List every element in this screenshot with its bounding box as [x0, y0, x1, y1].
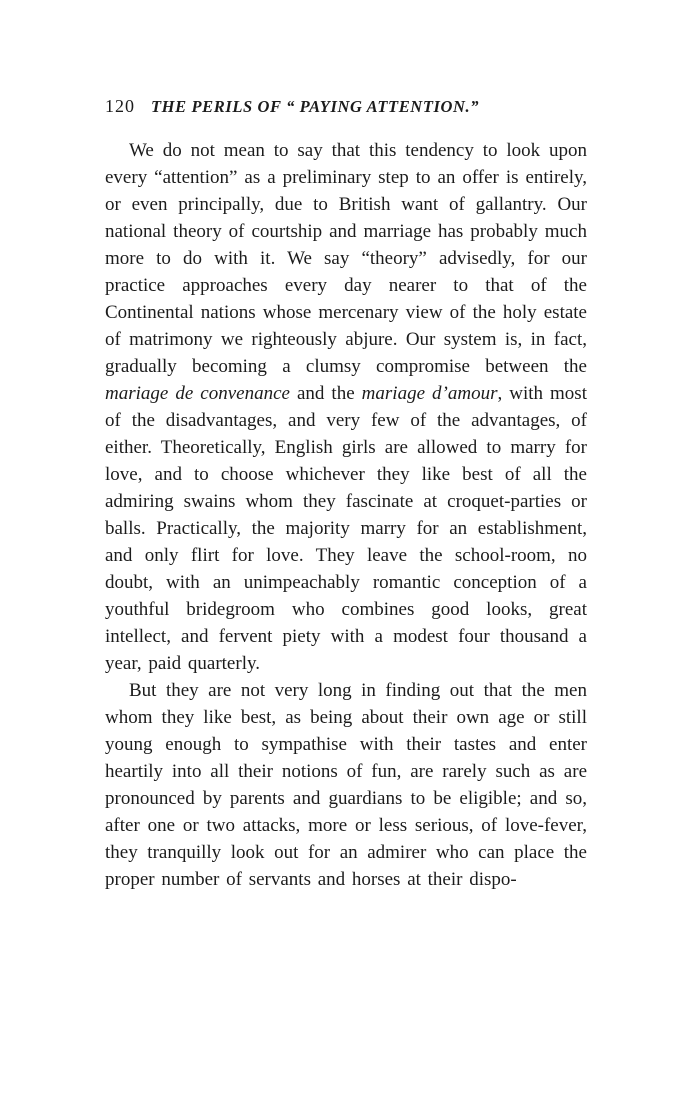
running-title: THE PERILS OF “ PAYING ATTENTION.”: [151, 97, 480, 116]
page-body: [105, 137, 587, 893]
paragraph: But they are not very long in finding out that the men whom they like best, as being about their own age or still young enough to sympathise with their tastes and enter heartily into all their notions of fun, are rarely such as are pronounced by parents and guardians to be eligible; and so, after one or two attacks, more or less serious, of love-fever, they tranquilly look out for an admirer who can place the proper number of servants and horses at their dispo-: [105, 680, 587, 890]
page-header: [105, 96, 587, 117]
page-number: 120: [105, 96, 135, 116]
paragraph: We do not mean to say that this tendency to look upon every “attention” as a preliminary step to an offer is entirely, or even principally, due to British want of gallantry. Our national theory of courtship and marriage has probably much more to do with it. We say “theory” advisedly, for our practice approaches every day nearer to that of the Continental nations whose mercenary view of the holy estate of matrimony we righteously abjure. Our system is, in fact, gradually becoming a clumsy compromise between the mariage de convenance and the mariage d’amour, with most of the disadvantages, and very few of the advantages, of either. Theoretically, English girls are allowed to marry for love, and to choose whichever they like best of all the admiring swains whom they fascinate at croquet-parties or balls. Practically, the majority marry for an establishment, and only flirt for love. They leave the school-room, no doubt, with an unimpeachably romantic conception of a youthful bridegroom who combines good looks, great intellect, and fervent piety with a modest four thousand a year, paid quarterly.: [105, 140, 587, 674]
